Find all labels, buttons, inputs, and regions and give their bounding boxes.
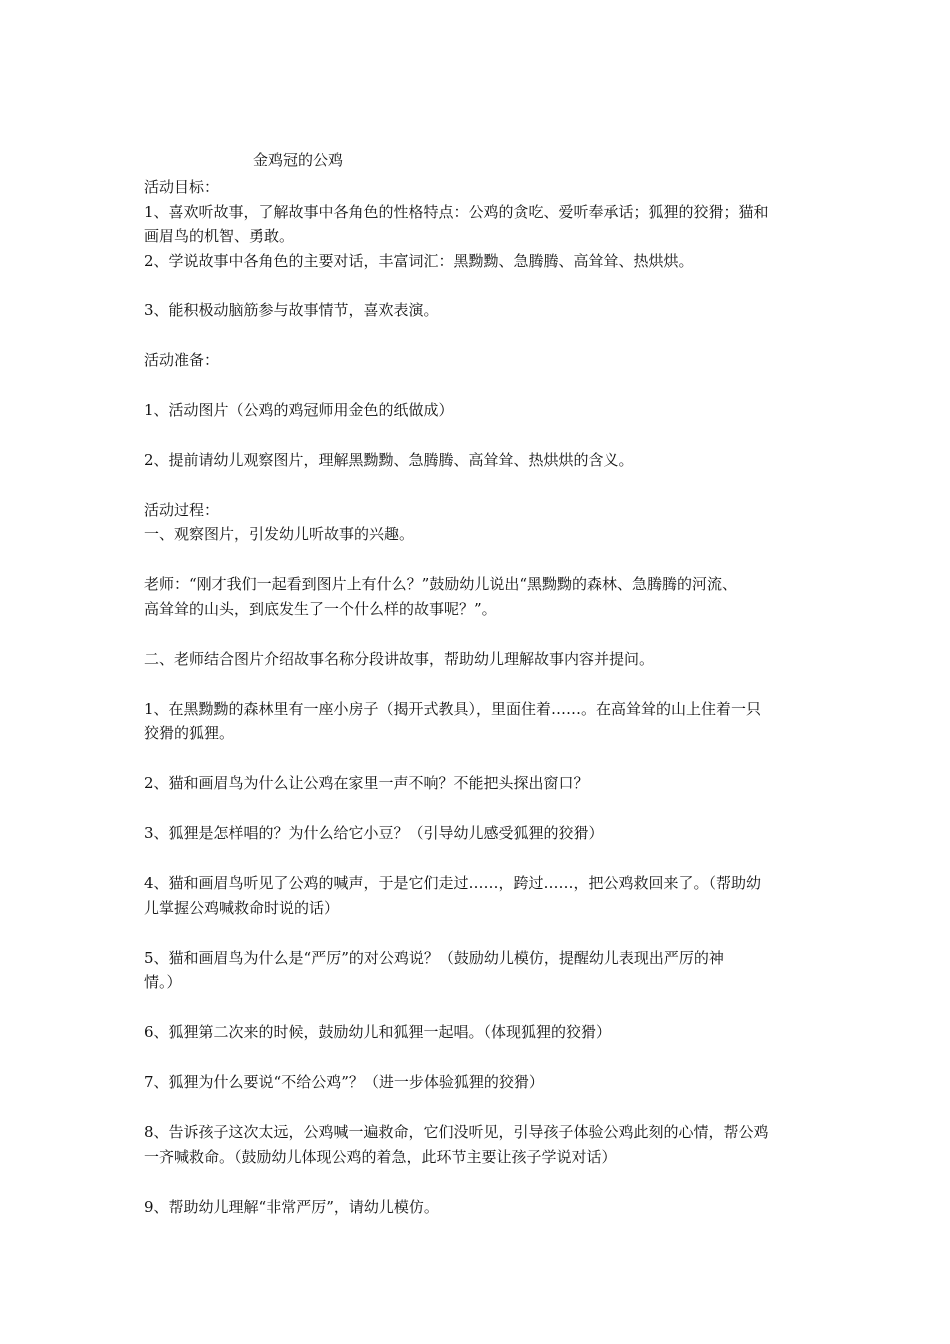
goal-line: 3、能积极动脑筋参与故事情节，喜欢表演。 [144,301,439,319]
goal-line: 1、喜欢听故事，了解故事中各角色的性格特点：公鸡的贪吃、爱听奉承话；狐狸的狡猾；猫和 [144,203,769,221]
process-line: 儿掌握公鸡喊救命时说的话） [144,899,340,917]
process-line: 狡猾的狐狸。 [144,724,235,742]
prep-line: 1、活动图片（公鸡的鸡冠师用金色的纸做成） [144,401,454,419]
prep-line: 2、提前请幼儿观察图片，理解黑黝黝、急腾腾、高耸耸、热烘烘的含义。 [144,451,634,469]
process-line: 情。） [144,973,182,991]
process-line: 高耸耸的山头，到底发生了一个什么样的故事呢？”。 [144,600,497,618]
process-line: 7、狐狸为什么要说“不给公鸡”？（进一步体验狐狸的狡猾） [144,1073,544,1091]
process-line: 1、在黑黝黝的森林里有一座小房子（揭开式教具），里面住着……。在高耸耸的山上住着一只 [144,700,762,718]
process-line: 一、观察图片，引发幼儿听故事的兴趣。 [144,525,415,543]
process-line: 3、狐狸是怎样唱的？为什么给它小豆？（引导幼儿感受狐狸的狡猾） [144,824,604,842]
process-line: 一齐喊救命。（鼓励幼儿体现公鸡的着急，此环节主要让孩子学说对话） [144,1148,617,1166]
process-heading: 活动过程： [144,501,220,519]
process-line: 6、狐狸第二次来的时候，鼓励幼儿和狐狸一起唱。（体现狐狸的狡猾） [144,1023,612,1041]
document-title: 金鸡冠的公鸡 [253,151,344,169]
process-line: 4、猫和画眉鸟听见了公鸡的喊声，于是它们走过……，跨过……，把公鸡救回来了。（帮助幼 [144,874,762,892]
prep-heading: 活动准备： [144,351,220,369]
goals-heading: 活动目标： [144,178,220,196]
process-line: 老师：“刚才我们一起看到图片上有什么？”鼓励幼儿说出“黑黝黝的森林、急腾腾的河流、 [144,575,738,593]
goal-line: 画眉鸟的机智、勇敢。 [144,227,295,245]
goal-line: 2、学说故事中各角色的主要对话，丰富词汇：黑黝黝、急腾腾、高耸耸、热烘烘。 [144,252,694,270]
process-line: 二、老师结合图片介绍故事名称分段讲故事，帮助幼儿理解故事内容并提问。 [144,650,655,668]
process-line: 8、告诉孩子这次太远，公鸡喊一遍救命，它们没听见，引导孩子体验公鸡此刻的心情，帮公鸡 [144,1123,769,1141]
process-line: 9、帮助幼儿理解“非常严厉”，请幼儿模仿。 [144,1198,439,1216]
process-line: 5、猫和画眉鸟为什么是“严厉”的对公鸡说？（鼓励幼儿模仿，提醒幼儿表现出严厉的神 [144,949,724,967]
process-line: 2、猫和画眉鸟为什么让公鸡在家里一声不响？不能把头探出窗口？ [144,774,589,792]
